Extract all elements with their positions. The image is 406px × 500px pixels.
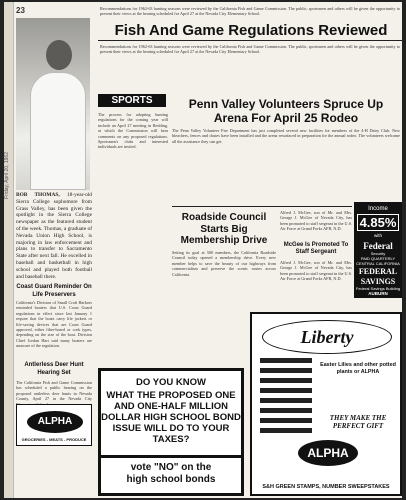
newspaper-page [4, 2, 402, 498]
income-security: Security [370, 250, 386, 256]
income-ad [354, 202, 402, 298]
income-label: Income [368, 206, 388, 212]
alpha-small-sub: GROCERIES - MEATS - PRODUCE [21, 437, 87, 442]
fish-rule [98, 40, 402, 41]
liberty-bottom: S&H GREEN STAMPS, NUMBER SWEEPSTAKES [262, 484, 390, 490]
photo-body [30, 72, 86, 190]
sports-body: The process for adopting hunting regulations for the coming year will include an April 27 meeting in Redding, at which the Commission will hear comments on any proposed regulations. Sportsmen's clubs and interested individuals are invited. [98, 112, 168, 150]
deer-hunt-body: The California Fish and Game Commission has scheduled a public hearing on the proposed antlerless deer hunts in Nevada County, April 27 in the Nevada City [16, 380, 92, 402]
page-binding [4, 2, 14, 498]
sports-label: SPORTS [98, 94, 166, 107]
vote-ad-box [101, 455, 241, 493]
income-with: with [373, 233, 382, 238]
liberty-text: Easter Lilies and other potted plants or ALPHA [320, 362, 396, 375]
deer-hunt-headline: Antlerless Deer Hunt Hearing Set [24, 362, 84, 376]
vote-ad-line2: WHAT THE PROPOSED ONE AND ONE-HALF MILLION DOLLAR HIGH SCHOOL BOND ISSUE WILL DO TO YOUR TAXES? [101, 390, 241, 445]
fish-game-headline: Fish And Game Regulations Reviewed [114, 22, 388, 39]
mcgee-intro-text: Alfred J. McGee, son of Mr. and Mrs. George J. McGee of Nevada City, has been promoted to staff sergeant in the U.S. Air Force at Grand Forks AFB, N.D. [280, 210, 352, 232]
photo-caption [16, 192, 92, 280]
alpha-small-logo: ALPHA [27, 411, 83, 433]
caption-text: 18-year-old Sierra College sophomore from Grass Valley, has been given the spotlight in the Sierra College newspaper as the featured student of the week. Thomas, a graduate of Nevada Union High School, is majoring in law enforcement and plans to transfer to Sacramento State after next fall. He excelled in baseball and basketball in high school and played both football and baseball there. [16, 192, 92, 280]
vote-ad-line1: DO YOU KNOW [135, 377, 207, 388]
bond-vote-ad [98, 368, 244, 496]
fish-body: Recommendations for 1962-63 hunting seasons were reviewed by the California Fish and Game Commission. The public, sportsmen and others will be given the opportunity to present their views at the hearing scheduled for April 27 at the Nevada City Elementary School. [100, 44, 400, 55]
coast-guard-body: California's Division of Small Craft Harbors reminded boaters that U.S. Coast Guard regulations in effect since last January 1 require that the boats carry life jackets or life-saving devices that are Coast Guard approved, either fiber-board or cork types, depending on the size of the boat. Division Chief Jordan Hart said many boaters are unaware of the regulation. [16, 300, 92, 349]
penn-valley-headline: Penn Valley Volunteers Spruce Up Arena For April 25 Rodeo [188, 97, 384, 125]
vote-ad-line4: high school bonds [126, 474, 216, 485]
liberty-flag-graphic [260, 358, 312, 436]
photo-head [46, 40, 72, 70]
liberty-gift: THEY MAKE THE PERFECT GIFT [329, 414, 387, 430]
roadside-headline: Roadside Council Starts Big Membership Drive [180, 212, 268, 246]
income-building: Federal Savings Building [355, 285, 401, 291]
roadside-body: Setting its goal at 500 members, the California Roadside Council today opened a membership drive. Every new member helps to save the beauty of our highways from commercialism and preserve the scenic routes across California. [172, 250, 276, 277]
penn-rule [172, 206, 352, 207]
income-paid: PAID QUARTERLY [360, 255, 396, 261]
income-city: AUBURN [368, 290, 388, 296]
alpha-small-ad [16, 404, 92, 446]
income-central: CENTRAL CALIFORNIA [356, 260, 400, 266]
mcgee-headline: McGee Is Promoted To Staff Sergeant [283, 242, 349, 255]
income-savings: SAVINGS [360, 276, 396, 286]
coast-guard-headline: Coast Guard Reminder On Life Preservers [16, 284, 92, 298]
running-date: Friday, April 20, 1962 [4, 152, 10, 199]
income-federal: Federal [363, 240, 393, 251]
fish-intro-text: Recommendations for 1962-63 hunting seasons were reviewed by the California Fish and Game Commission. The public, sportsmen and others will be given the opportunity to present their views at the hearing scheduled for April 27 at the Nevada City Elementary School. [100, 6, 400, 17]
student-photo [16, 18, 90, 190]
page-number: 23 [16, 6, 25, 15]
mcgee-body: Alfred J. McGee, son of Mr. and Mrs. George J. McGee of Nevada City, has been promoted to staff sergeant in the U.S. Air Force at Grand Forks AFB, N.D. [280, 260, 352, 282]
liberty-ad [250, 312, 402, 496]
income-federal-2: FEDERAL [358, 266, 398, 276]
caption-name: BOB THOMAS, [16, 192, 60, 198]
income-rate: 4.85% [357, 214, 399, 231]
liberty-logo: Liberty [262, 320, 392, 354]
liberty-alpha-logo: ALPHA [298, 440, 358, 466]
penn-valley-body: The Penn Valley Volunteer Fire Department has just completed several new facilities for members of the 4-H Dairy Club. New bleachers, fences and chutes have been installed and the arena resurfaced in preparation for the annual rodeo. The volunteers welcome all the assistance they can get. [172, 128, 400, 144]
vote-ad-line3: vote "NO" on the [130, 462, 212, 473]
